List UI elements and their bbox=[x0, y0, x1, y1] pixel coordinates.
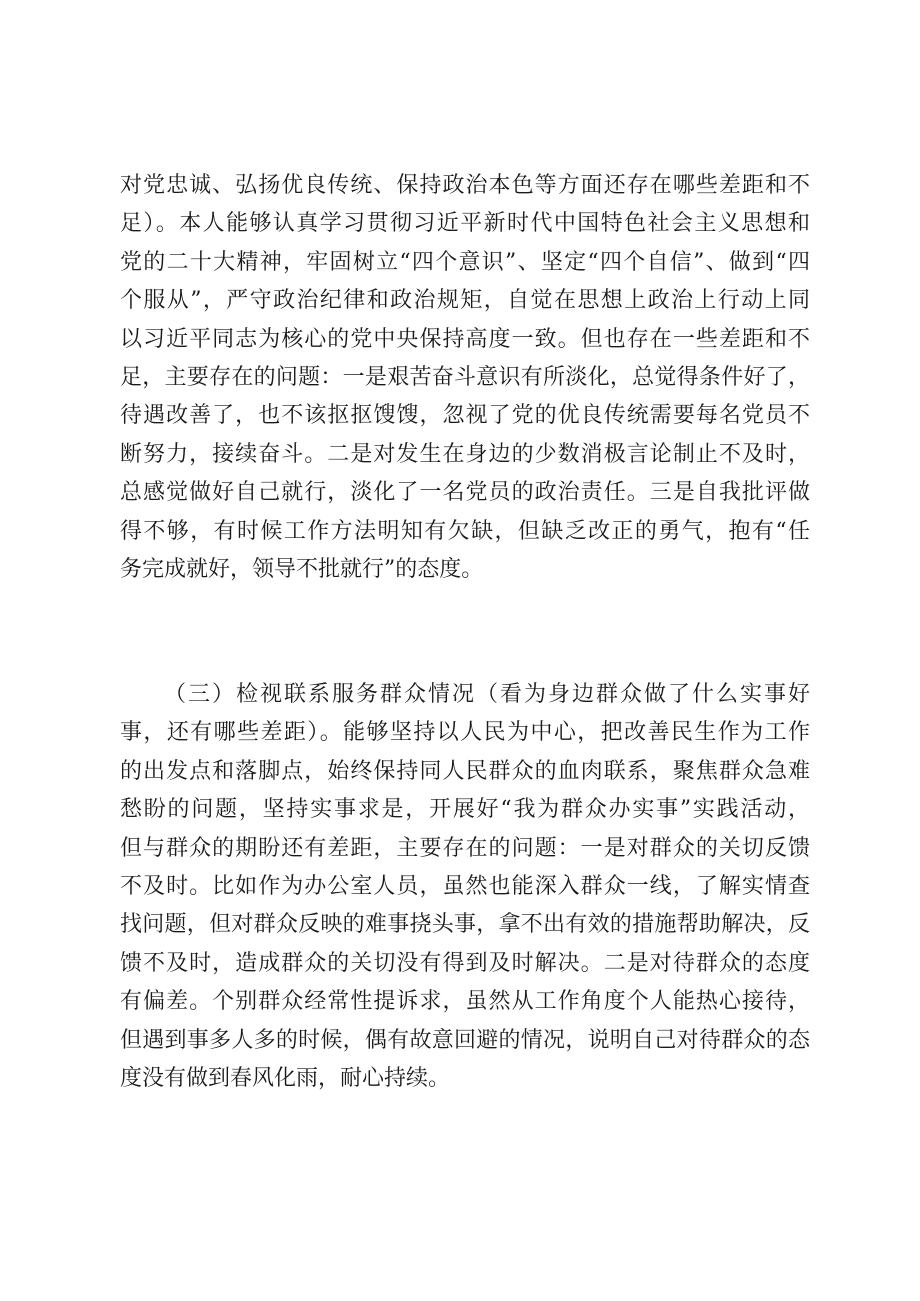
paragraph-line: 馈不及时，造成群众的关切没有得到及时解决。二是对待群众的态度 bbox=[120, 950, 810, 976]
paragraph-line: 待遇改善了，也不该抠抠馊馊，忽视了党的优良传统需要每名党员不 bbox=[120, 403, 810, 429]
paragraph-line: 度没有做到春风化雨，耐心持续。 bbox=[120, 1065, 451, 1091]
paragraph-serve-masses bbox=[120, 676, 810, 1098]
paragraph-line: 党的二十大精神，牢固树立“四个意识”、坚定“四个自信”、做到“四 bbox=[120, 249, 810, 275]
paragraph-line: 总感觉做好自己就行，淡化了一名党员的政治责任。三是自我批评做 bbox=[120, 480, 810, 506]
paragraph-party-loyalty bbox=[120, 167, 810, 589]
paragraph-line: 有偏差。个别群众经常性提诉求，虽然从工作角度个人能热心接待， bbox=[120, 989, 810, 1015]
paragraph-line: 足，主要存在的问题：一是艰苦奋斗意识有所淡化，总觉得条件好了， bbox=[120, 364, 810, 390]
paragraph-line: 以习近平同志为核心的党中央保持高度一致。但也存在一些差距和不 bbox=[120, 326, 810, 352]
paragraph-line: 的出发点和落脚点，始终保持同人民群众的血肉联系，聚焦群众急难 bbox=[120, 758, 810, 784]
paragraph-line: 但遇到事多人多的时候，偶有故意回避的情况，说明自己对待群众的态 bbox=[120, 1027, 810, 1053]
paragraph-line: 找问题，但对群众反映的难事挠头事，拿不出有效的措施帮助解决，反 bbox=[120, 912, 810, 938]
paragraph-line: 断努力，接续奋斗。二是对发生在身边的少数消极言论制止不及时， bbox=[120, 441, 810, 467]
paragraph-line: 事，还有哪些差距）。能够坚持以人民为中心，把改善民生作为工作 bbox=[120, 720, 810, 746]
paragraph-line: 个服从”，严守政治纪律和政治规矩，自觉在思想上政治上行动上同 bbox=[120, 288, 810, 314]
paragraph-line: 务完成就好，领导不批就行”的态度。 bbox=[120, 556, 484, 582]
paragraph-line: 得不够，有时候工作方法明知有欠缺，但缺乏改正的勇气，抱有“任 bbox=[120, 518, 810, 544]
paragraph-line: 但与群众的期盼还有差距，主要存在的问题：一是对群众的关切反馈 bbox=[120, 835, 810, 861]
section-heading-line: （三）检视联系服务群众情况（看为身边群众做了什么实事好 bbox=[164, 682, 810, 707]
paragraph-line: 愁盼的问题，坚持实事求是，开展好“我为群众办实事”实践活动， bbox=[120, 797, 810, 823]
paragraph-line: 对党忠诚、弘扬优良传统、保持政治本色等方面还存在哪些差距和不 bbox=[120, 173, 810, 198]
paragraph-line: 不及时。比如作为办公室人员，虽然也能深入群众一线，了解实情查 bbox=[120, 873, 810, 899]
paragraph-line: 足）。本人能够认真学习贯彻习近平新时代中国特色社会主义思想和 bbox=[120, 211, 810, 237]
